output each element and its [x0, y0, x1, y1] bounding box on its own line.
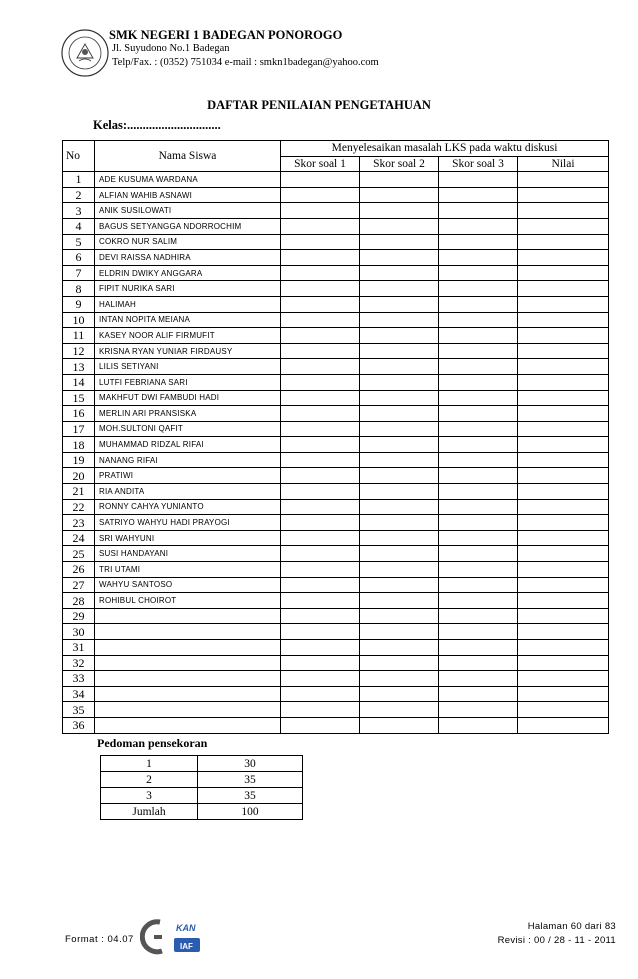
skor-soal-3-cell[interactable]: [439, 234, 518, 250]
nilai-cell[interactable]: [518, 250, 609, 266]
footer-revisi: Revisi : 00 / 28 - 11 - 2011: [497, 935, 616, 946]
row-number: 33: [63, 671, 95, 687]
student-name: RIA ANDITA: [95, 484, 281, 500]
table-row: [63, 546, 609, 562]
skor-soal-3-cell[interactable]: [439, 546, 518, 562]
skor-soal-2-cell[interactable]: [360, 452, 439, 468]
table-row: [63, 234, 609, 250]
school-name: SMK NEGERI 1 BADEGAN PONOROGO: [109, 28, 343, 42]
student-name: ADE KUSUMA WARDANA: [95, 172, 281, 188]
skor-soal-2-cell[interactable]: [360, 406, 439, 422]
student-name: BAGUS SETYANGGA NDORROCHIM: [95, 218, 281, 234]
skor-soal-2-cell[interactable]: [360, 717, 439, 733]
skor-soal-2-cell[interactable]: [360, 530, 439, 546]
skor-soal-1-cell[interactable]: [281, 702, 360, 718]
table-row: [63, 343, 609, 359]
row-number: 15: [63, 390, 95, 406]
pedoman-soal: 2: [101, 772, 198, 788]
pedoman-row: [101, 788, 303, 804]
nilai-cell[interactable]: [518, 328, 609, 344]
nilai-cell[interactable]: [518, 374, 609, 390]
skor-soal-1-cell[interactable]: [281, 265, 360, 281]
student-name: SATRIYO WAHYU HADI PRAYOGI: [95, 515, 281, 531]
skor-soal-1-cell[interactable]: [281, 484, 360, 500]
student-name: WAHYU SANTOSO: [95, 577, 281, 593]
student-name: ROHIBUL CHOIROT: [95, 593, 281, 609]
skor-soal-2-cell[interactable]: [360, 655, 439, 671]
skor-soal-3-cell[interactable]: [439, 437, 518, 453]
table-row: [63, 359, 609, 375]
skor-soal-3-cell[interactable]: [439, 593, 518, 609]
skor-soal-3-cell[interactable]: [439, 640, 518, 656]
table-row: [63, 562, 609, 578]
col-header-name: Nama Siswa: [95, 141, 281, 172]
row-number: 26: [63, 562, 95, 578]
student-name: LILIS SETIYANI: [95, 359, 281, 375]
skor-soal-2-cell[interactable]: [360, 234, 439, 250]
row-number: 4: [63, 218, 95, 234]
skor-soal-2-cell[interactable]: [360, 343, 439, 359]
skor-soal-1-cell[interactable]: [281, 562, 360, 578]
pedoman-row: [101, 756, 303, 772]
row-number: 22: [63, 499, 95, 515]
skor-soal-1-cell[interactable]: [281, 655, 360, 671]
row-number: 9: [63, 296, 95, 312]
skor-soal-2-cell[interactable]: [360, 328, 439, 344]
nilai-cell[interactable]: [518, 655, 609, 671]
pedoman-table-body: [101, 756, 303, 820]
table-row: [63, 203, 609, 219]
student-name: SRI WAHYUNI: [95, 530, 281, 546]
student-name: ANIK SUSILOWATI: [95, 203, 281, 219]
nilai-cell[interactable]: [518, 406, 609, 422]
school-header: [60, 28, 580, 82]
row-number: 20: [63, 468, 95, 484]
student-name: NANANG RIFAI: [95, 452, 281, 468]
kelas-label: Kelas:..............................: [93, 118, 221, 132]
skor-soal-1-cell[interactable]: [281, 515, 360, 531]
student-name: DEVI RAISSA NADHIRA: [95, 250, 281, 266]
skor-soal-3-cell[interactable]: [439, 655, 518, 671]
skor-soal-1-cell[interactable]: [281, 546, 360, 562]
table-row: [63, 515, 609, 531]
skor-soal-1-cell[interactable]: [281, 468, 360, 484]
skor-soal-1-cell[interactable]: [281, 172, 360, 188]
row-number: 14: [63, 374, 95, 390]
pedoman-skor: 30: [198, 756, 303, 772]
student-name: RONNY CAHYA YUNIANTO: [95, 499, 281, 515]
nilai-cell[interactable]: [518, 312, 609, 328]
nilai-cell[interactable]: [518, 686, 609, 702]
pedoman-skor: 100: [198, 804, 303, 820]
student-name: MUHAMMAD RIDZAL RIFAI: [95, 437, 281, 453]
nilai-cell[interactable]: [518, 359, 609, 375]
skor-soal-1-cell[interactable]: [281, 187, 360, 203]
skor-soal-2-cell[interactable]: [360, 172, 439, 188]
row-number: 25: [63, 546, 95, 562]
table-row: [63, 640, 609, 656]
nilai-cell[interactable]: [518, 421, 609, 437]
table-row: [63, 671, 609, 687]
student-name: MAKHFUT DWI FAMBUDI HADI: [95, 390, 281, 406]
row-number: 8: [63, 281, 95, 297]
table-row: [63, 686, 609, 702]
certification-logo-icon: [140, 918, 205, 956]
table-row: [63, 374, 609, 390]
table-row: [63, 296, 609, 312]
nilai-cell[interactable]: [518, 234, 609, 250]
table-row: [63, 593, 609, 609]
row-number: 21: [63, 484, 95, 500]
skor-soal-3-cell[interactable]: [439, 421, 518, 437]
skor-soal-3-cell[interactable]: [439, 406, 518, 422]
col-header-skor1: Skor soal 1: [281, 156, 360, 172]
pedoman-skor: 35: [198, 772, 303, 788]
skor-soal-2-cell[interactable]: [360, 312, 439, 328]
pedoman-row: [101, 804, 303, 820]
pedoman-soal: 1: [101, 756, 198, 772]
row-number: 16: [63, 406, 95, 422]
skor-soal-3-cell[interactable]: [439, 265, 518, 281]
skor-soal-2-cell[interactable]: [360, 421, 439, 437]
table-row: [63, 406, 609, 422]
skor-soal-3-cell[interactable]: [439, 499, 518, 515]
skor-soal-3-cell[interactable]: [439, 717, 518, 733]
row-number: 3: [63, 203, 95, 219]
skor-soal-1-cell[interactable]: [281, 671, 360, 687]
skor-soal-1-cell[interactable]: [281, 281, 360, 297]
row-number: 18: [63, 437, 95, 453]
skor-soal-2-cell[interactable]: [360, 577, 439, 593]
skor-soal-3-cell[interactable]: [439, 312, 518, 328]
skor-soal-1-cell[interactable]: [281, 203, 360, 219]
skor-soal-1-cell[interactable]: [281, 624, 360, 640]
skor-soal-3-cell[interactable]: [439, 172, 518, 188]
skor-soal-2-cell[interactable]: [360, 484, 439, 500]
col-header-nilai: Nilai: [518, 156, 609, 172]
skor-soal-1-cell[interactable]: [281, 296, 360, 312]
skor-soal-3-cell[interactable]: [439, 562, 518, 578]
skor-soal-2-cell[interactable]: [360, 437, 439, 453]
nilai-cell[interactable]: [518, 499, 609, 515]
skor-soal-2-cell[interactable]: [360, 296, 439, 312]
skor-soal-1-cell[interactable]: [281, 686, 360, 702]
skor-soal-3-cell[interactable]: [439, 218, 518, 234]
student-name: [95, 624, 281, 640]
table-row: [63, 624, 609, 640]
skor-soal-1-cell[interactable]: [281, 390, 360, 406]
skor-soal-1-cell[interactable]: [281, 717, 360, 733]
row-number: 29: [63, 608, 95, 624]
skor-soal-2-cell[interactable]: [360, 374, 439, 390]
pedoman-soal: Jumlah: [101, 804, 198, 820]
skor-soal-3-cell[interactable]: [439, 484, 518, 500]
student-name: [95, 702, 281, 718]
skor-soal-2-cell[interactable]: [360, 281, 439, 297]
skor-soal-3-cell[interactable]: [439, 530, 518, 546]
skor-soal-3-cell[interactable]: [439, 296, 518, 312]
table-row: [63, 328, 609, 344]
nilai-cell[interactable]: [518, 717, 609, 733]
row-number: 30: [63, 624, 95, 640]
nilai-cell[interactable]: [518, 437, 609, 453]
student-name: FIPIT NURIKA SARI: [95, 281, 281, 297]
row-number: 12: [63, 343, 95, 359]
skor-soal-3-cell[interactable]: [439, 515, 518, 531]
nilai-cell[interactable]: [518, 562, 609, 578]
student-name: ELDRIN DWIKY ANGGARA: [95, 265, 281, 281]
nilai-cell[interactable]: [518, 671, 609, 687]
skor-soal-2-cell[interactable]: [360, 686, 439, 702]
skor-soal-2-cell[interactable]: [360, 499, 439, 515]
nilai-cell[interactable]: [518, 203, 609, 219]
kan-logo-text: KAN: [176, 923, 196, 933]
pedoman-row: [101, 772, 303, 788]
row-number: 6: [63, 250, 95, 266]
skor-soal-1-cell[interactable]: [281, 343, 360, 359]
skor-soal-2-cell[interactable]: [360, 640, 439, 656]
table-row: [63, 312, 609, 328]
nilai-cell[interactable]: [518, 515, 609, 531]
col-header-no: No: [63, 141, 95, 172]
student-name: PRATIWI: [95, 468, 281, 484]
skor-soal-2-cell[interactable]: [360, 359, 439, 375]
nilai-cell[interactable]: [518, 452, 609, 468]
nilai-cell[interactable]: [518, 577, 609, 593]
nilai-cell[interactable]: [518, 484, 609, 500]
table-row: [63, 452, 609, 468]
skor-soal-3-cell[interactable]: [439, 359, 518, 375]
table-row: [63, 608, 609, 624]
row-number: 24: [63, 530, 95, 546]
student-name: [95, 686, 281, 702]
student-name: [95, 655, 281, 671]
student-name: HALIMAH: [95, 296, 281, 312]
row-number: 10: [63, 312, 95, 328]
student-name: MERLIN ARI PRANSISKA: [95, 406, 281, 422]
skor-soal-1-cell[interactable]: [281, 437, 360, 453]
table-row: [63, 218, 609, 234]
pedoman-skor: 35: [198, 788, 303, 804]
row-number: 11: [63, 328, 95, 344]
nilai-cell[interactable]: [518, 281, 609, 297]
nilai-cell[interactable]: [518, 390, 609, 406]
student-name: [95, 608, 281, 624]
grade-table-body: [63, 172, 609, 733]
pedoman-title: Pedoman pensekoran: [97, 736, 208, 750]
skor-soal-3-cell[interactable]: [439, 468, 518, 484]
student-name: [95, 640, 281, 656]
table-row: [63, 265, 609, 281]
skor-soal-1-cell[interactable]: [281, 499, 360, 515]
skor-soal-2-cell[interactable]: [360, 624, 439, 640]
table-row: [63, 577, 609, 593]
grade-table: [62, 140, 609, 734]
skor-soal-3-cell[interactable]: [439, 671, 518, 687]
skor-soal-1-cell[interactable]: [281, 328, 360, 344]
table-row: [63, 468, 609, 484]
table-row: [63, 702, 609, 718]
row-number: 13: [63, 359, 95, 375]
skor-soal-1-cell[interactable]: [281, 406, 360, 422]
skor-soal-2-cell[interactable]: [360, 265, 439, 281]
footer-format: Format : 04.07: [65, 934, 134, 945]
row-number: 36: [63, 717, 95, 733]
nilai-cell[interactable]: [518, 530, 609, 546]
student-name: SUSI HANDAYANI: [95, 546, 281, 562]
table-row: [63, 390, 609, 406]
nilai-cell[interactable]: [518, 624, 609, 640]
row-number: 28: [63, 593, 95, 609]
skor-soal-3-cell[interactable]: [439, 608, 518, 624]
row-number: 5: [63, 234, 95, 250]
skor-soal-3-cell[interactable]: [439, 702, 518, 718]
skor-soal-1-cell[interactable]: [281, 640, 360, 656]
skor-soal-2-cell[interactable]: [360, 468, 439, 484]
skor-soal-2-cell[interactable]: [360, 562, 439, 578]
skor-soal-1-cell[interactable]: [281, 452, 360, 468]
skor-soal-1-cell[interactable]: [281, 577, 360, 593]
skor-soal-1-cell[interactable]: [281, 530, 360, 546]
nilai-cell[interactable]: [518, 546, 609, 562]
skor-soal-3-cell[interactable]: [439, 281, 518, 297]
skor-soal-3-cell[interactable]: [439, 452, 518, 468]
nilai-cell[interactable]: [518, 608, 609, 624]
skor-soal-2-cell[interactable]: [360, 390, 439, 406]
row-number: 23: [63, 515, 95, 531]
row-number: 7: [63, 265, 95, 281]
student-name: COKRO NUR SALIM: [95, 234, 281, 250]
skor-soal-1-cell[interactable]: [281, 608, 360, 624]
student-name: TRI UTAMI: [95, 562, 281, 578]
table-row: [63, 172, 609, 188]
row-number: 17: [63, 421, 95, 437]
student-name: ALFIAN WAHIB ASNAWI: [95, 187, 281, 203]
skor-soal-2-cell[interactable]: [360, 515, 439, 531]
skor-soal-2-cell[interactable]: [360, 203, 439, 219]
skor-soal-1-cell[interactable]: [281, 421, 360, 437]
table-row: [63, 421, 609, 437]
table-row: [63, 250, 609, 266]
skor-soal-3-cell[interactable]: [439, 250, 518, 266]
student-name: [95, 671, 281, 687]
nilai-cell[interactable]: [518, 702, 609, 718]
nilai-cell[interactable]: [518, 343, 609, 359]
row-number: 19: [63, 452, 95, 468]
skor-soal-1-cell[interactable]: [281, 218, 360, 234]
skor-soal-2-cell[interactable]: [360, 593, 439, 609]
nilai-cell[interactable]: [518, 218, 609, 234]
skor-soal-1-cell[interactable]: [281, 374, 360, 390]
nilai-cell[interactable]: [518, 640, 609, 656]
nilai-cell[interactable]: [518, 468, 609, 484]
iaf-logo-text: IAF: [180, 942, 193, 951]
skor-soal-3-cell[interactable]: [439, 624, 518, 640]
skor-soal-1-cell[interactable]: [281, 593, 360, 609]
table-row: [63, 717, 609, 733]
skor-soal-1-cell[interactable]: [281, 250, 360, 266]
school-logo-icon: [60, 28, 110, 78]
school-contact: Telp/Fax. : (0352) 751034 e-mail : smkn1badegan@yahoo.com: [112, 57, 379, 68]
table-row: [63, 281, 609, 297]
student-name: KRISNA RYAN YUNIAR FIRDAUSY: [95, 343, 281, 359]
nilai-cell[interactable]: [518, 265, 609, 281]
skor-soal-2-cell[interactable]: [360, 218, 439, 234]
table-row: [63, 655, 609, 671]
table-row: [63, 530, 609, 546]
nilai-cell[interactable]: [518, 172, 609, 188]
col-header-skor3: Skor soal 3: [439, 156, 518, 172]
skor-soal-3-cell[interactable]: [439, 577, 518, 593]
table-row: [63, 484, 609, 500]
col-header-group: Menyelesaikan masalah LKS pada waktu diskusi: [281, 141, 609, 157]
skor-soal-2-cell[interactable]: [360, 546, 439, 562]
row-number: 1: [63, 172, 95, 188]
pedoman-table: [100, 755, 303, 820]
row-number: 34: [63, 686, 95, 702]
student-name: LUTFI FEBRIANA SARI: [95, 374, 281, 390]
skor-soal-2-cell[interactable]: [360, 608, 439, 624]
skor-soal-1-cell[interactable]: [281, 234, 360, 250]
student-name: MOH.SULTONI QAFIT: [95, 421, 281, 437]
table-row: [63, 499, 609, 515]
footer-page: Halaman 60 dari 83: [527, 921, 616, 932]
skor-soal-3-cell[interactable]: [439, 203, 518, 219]
skor-soal-3-cell[interactable]: [439, 343, 518, 359]
pedoman-soal: 3: [101, 788, 198, 804]
table-row: [63, 187, 609, 203]
skor-soal-2-cell[interactable]: [360, 702, 439, 718]
row-number: 31: [63, 640, 95, 656]
nilai-cell[interactable]: [518, 187, 609, 203]
skor-soal-3-cell[interactable]: [439, 328, 518, 344]
skor-soal-2-cell[interactable]: [360, 671, 439, 687]
student-name: [95, 717, 281, 733]
table-row: [63, 437, 609, 453]
skor-soal-3-cell[interactable]: [439, 374, 518, 390]
skor-soal-1-cell[interactable]: [281, 359, 360, 375]
page-title: DAFTAR PENILAIAN PENGETAHUAN: [207, 98, 431, 112]
row-number: 32: [63, 655, 95, 671]
nilai-cell[interactable]: [518, 593, 609, 609]
school-address: Jl. Suyudono No.1 Badegan: [112, 43, 230, 54]
skor-soal-3-cell[interactable]: [439, 187, 518, 203]
skor-soal-2-cell[interactable]: [360, 250, 439, 266]
footer-right: [498, 920, 616, 948]
student-name: KASEY NOOR ALIF FIRMUFIT: [95, 328, 281, 344]
skor-soal-1-cell[interactable]: [281, 312, 360, 328]
skor-soal-3-cell[interactable]: [439, 686, 518, 702]
skor-soal-3-cell[interactable]: [439, 390, 518, 406]
row-number: 35: [63, 702, 95, 718]
student-name: INTAN NOPITA MEIANA: [95, 312, 281, 328]
col-header-skor2: Skor soal 2: [360, 156, 439, 172]
skor-soal-2-cell[interactable]: [360, 187, 439, 203]
row-number: 27: [63, 577, 95, 593]
row-number: 2: [63, 187, 95, 203]
nilai-cell[interactable]: [518, 296, 609, 312]
